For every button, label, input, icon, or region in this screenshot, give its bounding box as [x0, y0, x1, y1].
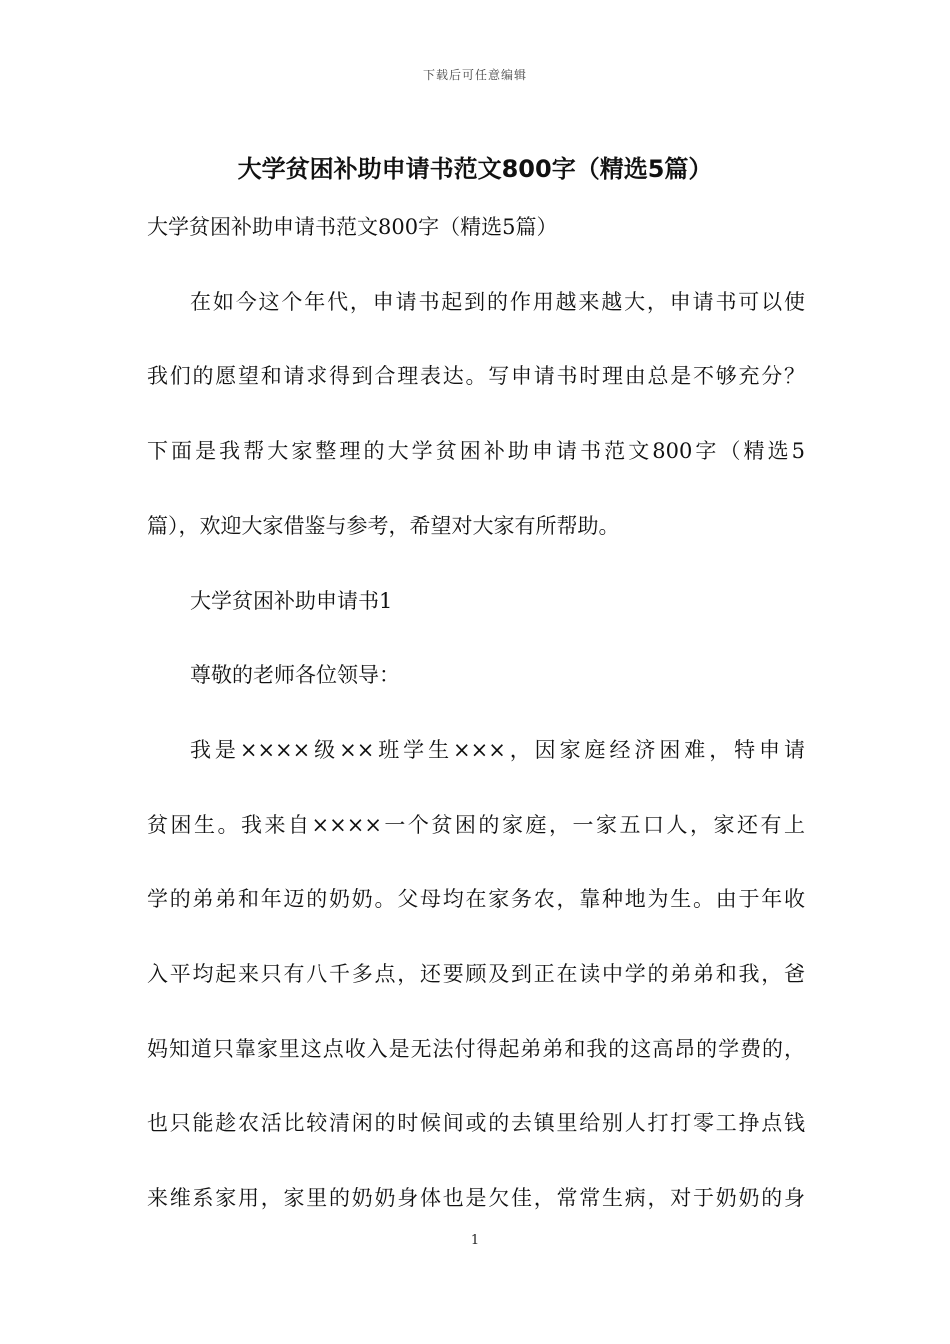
paragraph-line: 学的弟弟和年迈的奶奶。父母均在家务农，靠种地为生。由于年收 — [147, 887, 805, 911]
page-header-note: 下载后可任意编辑 — [422, 68, 527, 82]
subtitle-line: 大学贫困补助申请书范文800字（精选5篇） — [147, 215, 558, 239]
paragraph-line: 我们的愿望和请求得到合理表达。写申请书时理由总是不够充分？ — [147, 364, 805, 388]
paragraph-line: 妈知道只靠家里这点收入是无法付得起弟弟和我的这高昂的学费的， — [147, 1037, 805, 1061]
page-number: 1 — [470, 1233, 480, 1248]
salutation-line: 尊敬的老师各位领导： — [190, 663, 400, 687]
paragraph-line: 也只能趁农活比较清闲的时候间或的去镇里给别人打打零工挣点钱 — [147, 1111, 805, 1135]
paragraph-line: 入平均起来只有八千多点，还要顾及到正在读中学的弟弟和我，爸 — [147, 962, 805, 986]
paragraph-line: 来维系家用，家里的奶奶身体也是欠佳，常常生病，对于奶奶的身 — [147, 1186, 805, 1210]
paragraph-line: 下面是我帮大家整理的大学贫困补助申请书范文800字（精选5 — [147, 439, 805, 463]
paragraph-line: 篇），欢迎大家借鉴与参考，希望对大家有所帮助。 — [147, 514, 620, 538]
section-heading: 大学贫困补助申请书1 — [190, 589, 393, 613]
paragraph-line: 贫困生。我来自××××一个贫困的家庭，一家五口人，家还有上 — [147, 813, 805, 837]
paragraph-line: 在如今这个年代，申请书起到的作用越来越大，申请书可以使 — [190, 290, 805, 314]
paragraph-line: 我是××××级××班学生×××，因家庭经济困难，特申请 — [190, 738, 805, 762]
document-title: 大学贫困补助申请书范文800字（精选5篇） — [237, 155, 713, 183]
